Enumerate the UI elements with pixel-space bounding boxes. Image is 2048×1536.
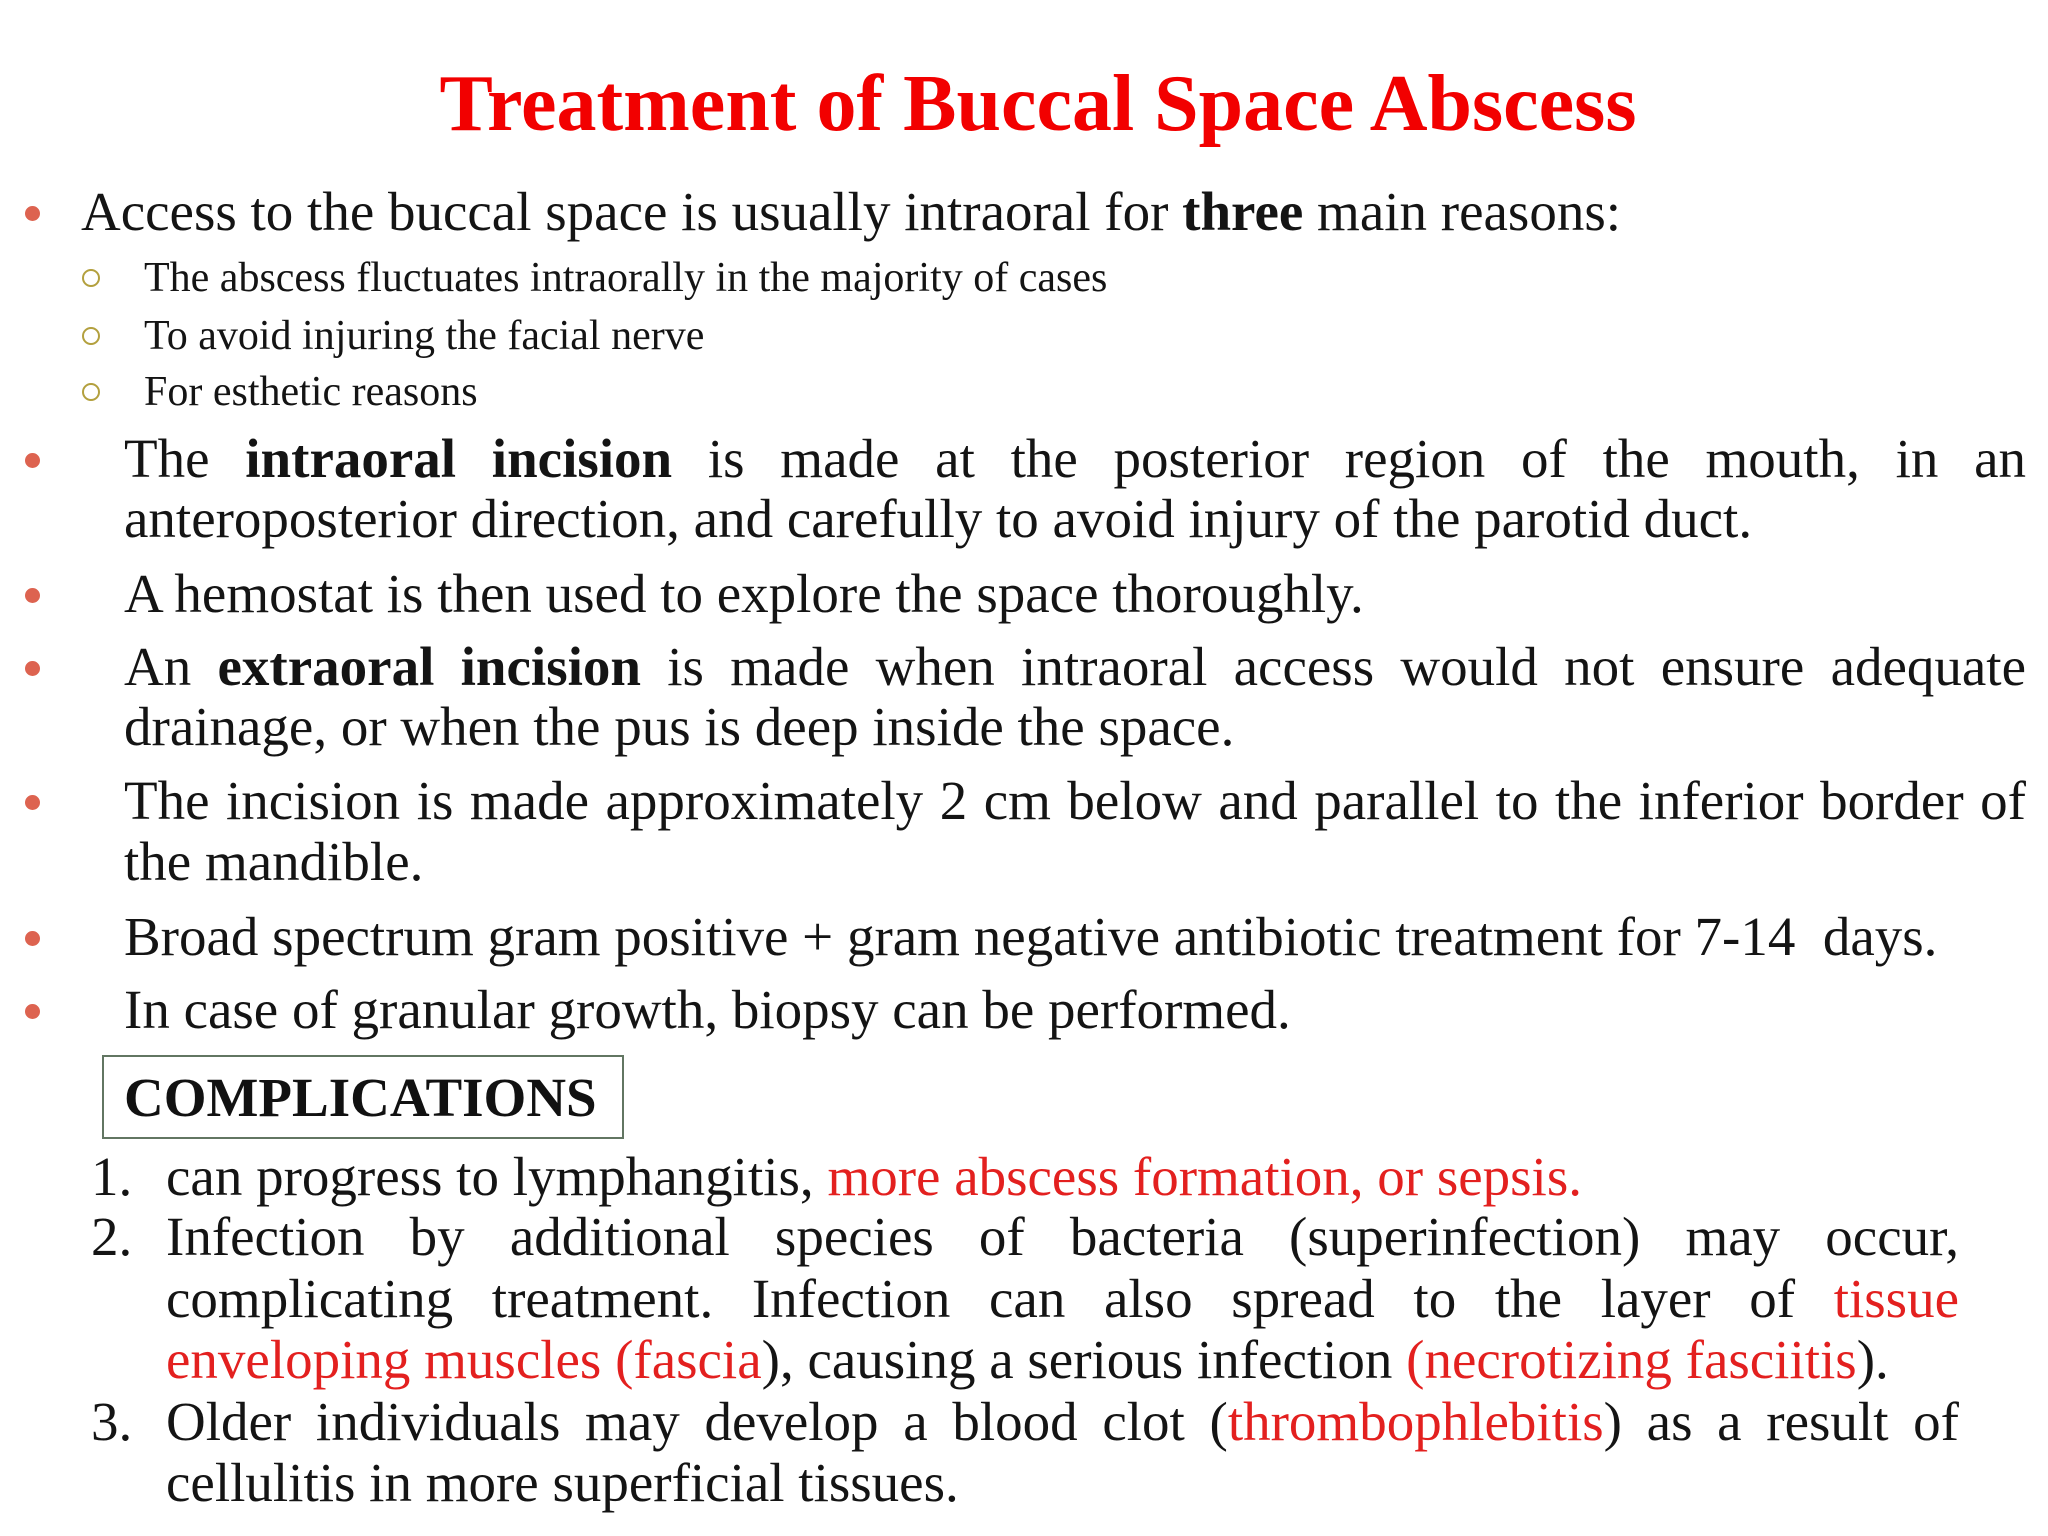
sub-bullet-circle-icon <box>82 269 100 287</box>
complications-heading: COMPLICATIONS <box>124 1067 597 1128</box>
sub-bullet-circle-icon <box>82 383 100 401</box>
highlight-text: (necrotizing fasciitis <box>1406 1329 1857 1390</box>
bullet-dot-icon <box>25 588 40 603</box>
complication-item-3-line-1 <box>166 1392 1959 1452</box>
text-segment: is made at the posterior region of the mouth, in an <box>672 428 2027 489</box>
text-segment: main reasons: <box>1303 181 1621 242</box>
text-segment: The incision is made approximately 2 cm below and parallel to the inferior border of <box>124 770 2026 831</box>
bullet-dot-icon <box>25 1004 40 1019</box>
list-number: 3. <box>91 1391 133 1452</box>
bullet-intraoral-incision-line-2 <box>124 489 2026 549</box>
sub-item-esthetic: For esthetic reasons <box>144 369 478 415</box>
text-segment: A hemostat is then used to explore the space thoroughly. <box>124 563 1364 624</box>
bullet-hemostat <box>124 564 2026 624</box>
list-number: 1. <box>91 1146 133 1207</box>
text-segment: Infection by additional species of bacteria (superinfection) may occur, <box>166 1206 1959 1267</box>
sub-item-fluctuation: The abscess fluctuates intraorally in the majority of cases <box>144 255 1108 301</box>
text-segment: anteroposterior direction, and carefully to avoid injury of the parotid duct. <box>124 488 1753 549</box>
sub-bullet-circle-icon <box>82 327 100 345</box>
text-segment: complicating treatment. Infection can also spread to the layer of <box>166 1268 1834 1329</box>
text-segment: drainage, or when the pus is deep inside the space. <box>124 696 1235 757</box>
bullet-incision-location-line-2 <box>124 832 2026 892</box>
list-number: 2. <box>91 1206 133 1267</box>
complication-item-2-line-3 <box>166 1330 1959 1390</box>
text-segment: the mandible. <box>124 831 424 892</box>
bullet-dot-icon <box>25 795 40 810</box>
emphasis-text: intraoral incision <box>245 428 673 489</box>
text-segment: Access to the buccal space is usually intraoral for <box>81 181 1183 242</box>
bullet-biopsy <box>124 980 2026 1040</box>
bullet-dot-icon <box>25 661 40 676</box>
emphasis-text: extraoral incision <box>217 636 641 697</box>
complications-heading-box <box>102 1055 624 1139</box>
text-segment: ), causing a serious infection <box>761 1329 1407 1390</box>
text-segment: The <box>124 428 246 489</box>
text-segment: An <box>124 636 218 697</box>
slide-title: Treatment of Buccal Space Abscess <box>439 60 1637 148</box>
text-segment: Broad spectrum gram positive + gram negative antibiotic treatment for 7-14 days. <box>124 906 1938 967</box>
bullet-incision-location-line-1 <box>124 771 2026 831</box>
complication-item-1-line-1 <box>166 1147 1959 1207</box>
highlight-text: thrombophlebitis <box>1227 1391 1604 1452</box>
text-segment: is made when intraoral access would not ensure adequate <box>640 636 2026 697</box>
bullet-dot-icon <box>25 453 40 468</box>
text-segment: can progress to lymphangitis, <box>166 1146 828 1207</box>
sub-item-facial-nerve: To avoid injuring the facial nerve <box>144 313 705 359</box>
highlight-text: enveloping muscles (fascia <box>166 1329 762 1390</box>
complication-item-3-line-2 <box>166 1453 1959 1513</box>
bullet-intraoral-incision-line-1 <box>124 429 2026 489</box>
complication-item-2-line-1 <box>166 1207 1959 1267</box>
text-segment: cellulitis in more superficial tissues. <box>166 1452 959 1513</box>
bullet-extraoral-incision-line-1 <box>124 637 2026 697</box>
bullet-access-route <box>81 182 1981 242</box>
highlight-text: tissue <box>1833 1268 1959 1329</box>
bullet-extraoral-incision-line-2 <box>124 697 2026 757</box>
text-segment: Older individuals may develop a blood clot ( <box>166 1391 1228 1452</box>
highlight-text: more abscess formation, or sepsis. <box>827 1146 1582 1207</box>
bullet-antibiotics <box>124 907 2026 967</box>
text-segment: In case of granular growth, biopsy can be performed. <box>124 979 1291 1040</box>
text-segment: ) as a result of <box>1603 1391 1959 1452</box>
text-segment: ). <box>1856 1329 1889 1390</box>
bullet-dot-icon <box>25 206 40 221</box>
bullet-dot-icon <box>25 931 40 946</box>
emphasis-text: three <box>1182 181 1304 242</box>
complication-item-2-line-2 <box>166 1269 1959 1329</box>
